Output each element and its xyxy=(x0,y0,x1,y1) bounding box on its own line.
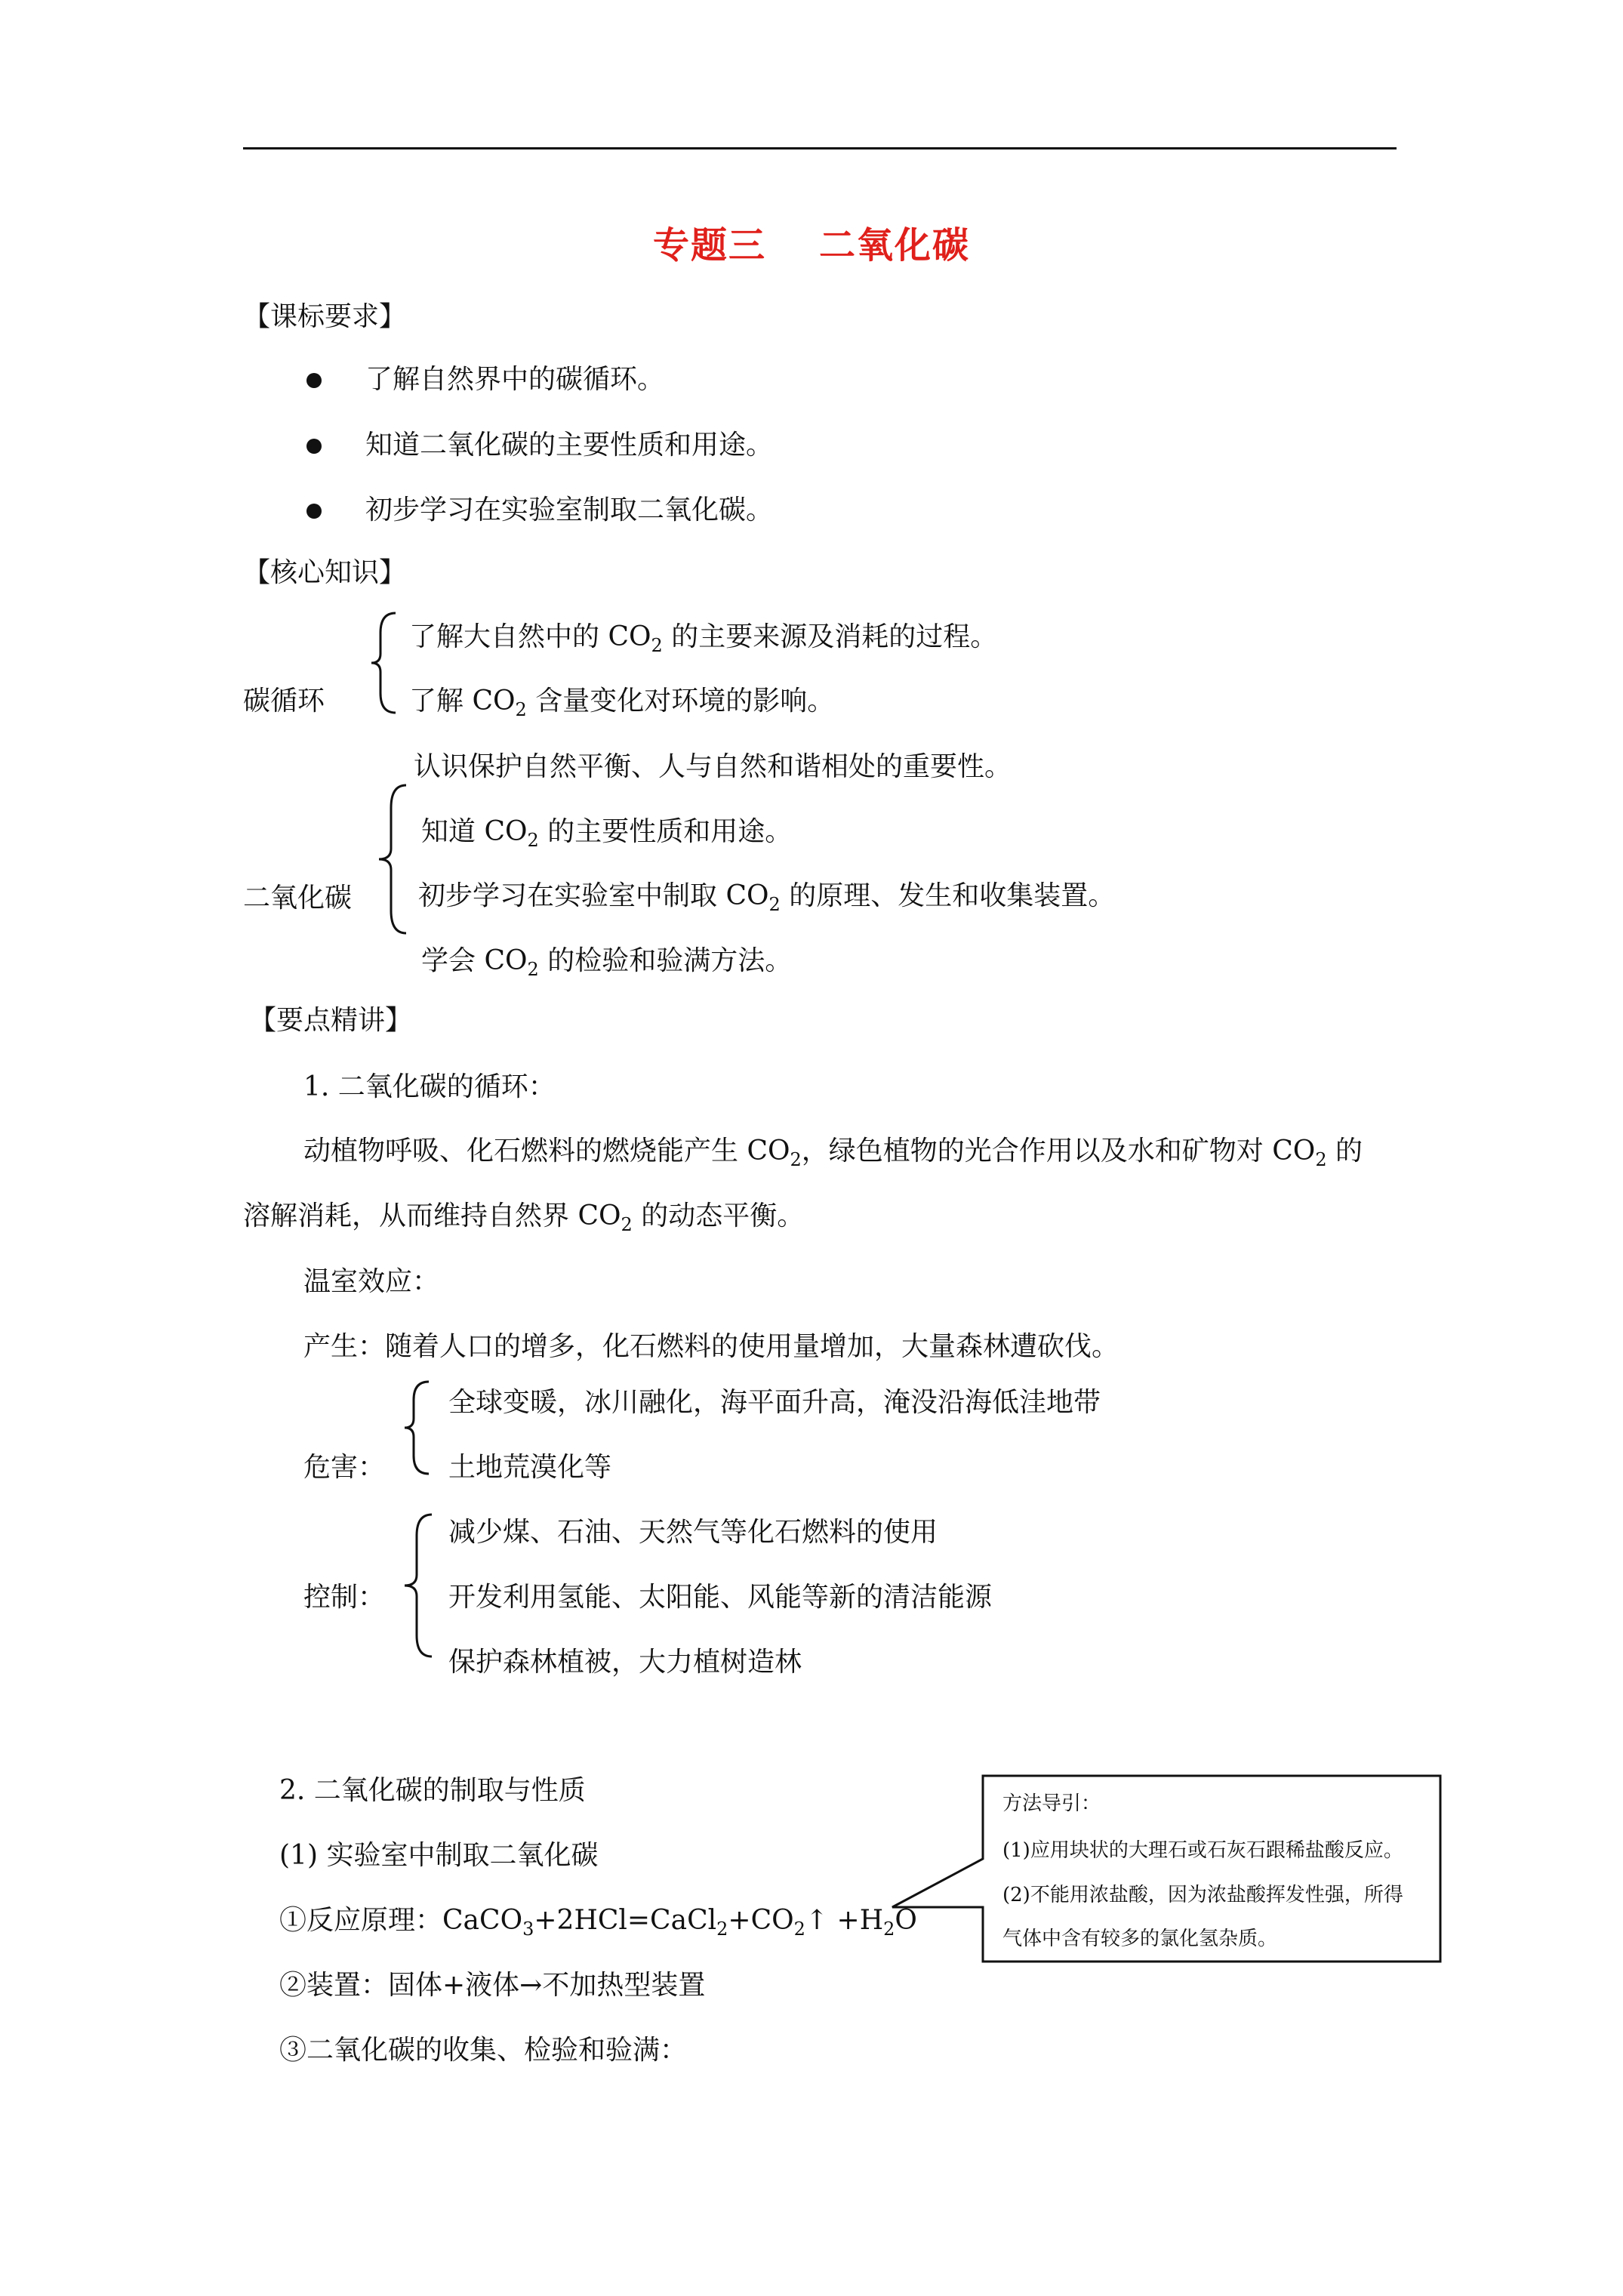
subsection-title: 1. 二氧化碳的循环： xyxy=(303,1071,556,1102)
brace-icon xyxy=(403,1379,433,1477)
requirement-item: 了解自然界中的碳循环。 xyxy=(365,364,665,395)
collection-line: ③二氧化碳的收集、检验和验满： xyxy=(279,2035,688,2066)
subsection-subtitle: (1) 实验室中制取二氧化碳 xyxy=(279,1840,599,1871)
carbon-cycle-line: 了解 $CO_2$ 含量变化对环境的影响。 xyxy=(409,686,835,720)
control-label: 控制： xyxy=(303,1582,386,1613)
page-title: 专题三 二氧化碳 xyxy=(652,224,971,267)
harm-item: 土地荒漠化等 xyxy=(448,1452,612,1483)
co2-line: 学会 $CO_2$ 的检验和验满方法。 xyxy=(421,945,793,980)
requirement-item: 初步学习在实验室制取二氧化碳。 xyxy=(365,495,774,525)
carbon-cycle-line: 了解大自然中的 $CO_2$ 的主要来源及消耗的过程。 xyxy=(409,621,998,656)
callout-line: (1)应用块状的大理石或石灰石跟稀盐酸反应。 xyxy=(1002,1839,1403,1862)
control-item: 开发利用氢能、太阳能、风能等新的清洁能源 xyxy=(448,1582,993,1613)
greenhouse-cause: 产生：随着人口的增多，化石燃料的使用量增加，大量森林遭砍伐。 xyxy=(303,1331,1119,1362)
apparatus-line: ②装置：固体+液体→不加热型装置 xyxy=(279,1970,706,2001)
brace-icon xyxy=(370,610,400,716)
method-guide-callout xyxy=(891,1774,1449,1963)
bullet-icon xyxy=(306,504,322,519)
greenhouse-label: 温室效应： xyxy=(303,1266,440,1297)
callout-line: (2)不能用浓盐酸，因为浓盐酸挥发性强，所得 xyxy=(1002,1884,1403,1906)
requirement-item: 知道二氧化碳的主要性质和用途。 xyxy=(365,430,774,461)
bullet-icon xyxy=(306,439,322,454)
carbon-cycle-line: 认识保护自然平衡、人与自然和谐相处的重要性。 xyxy=(414,751,1012,782)
co2-line: 初步学习在实验室中制取 $CO_2$ 的原理、发生和收集装置。 xyxy=(418,880,1116,915)
bullet-icon xyxy=(306,373,322,388)
brace-icon xyxy=(403,1512,436,1660)
section-heading-core: 【核心知识】 xyxy=(243,557,407,588)
reaction-principle: ①反应原理：$CaCO_3+2HCl=CaCl_2+CO_2↑ +H_2O$ xyxy=(279,1905,917,1940)
subsection-title: 2. 二氧化碳的制取与性质 xyxy=(279,1775,586,1806)
callout-title: 方法导引： xyxy=(1002,1792,1101,1815)
paragraph: 动植物呼吸、化石燃料的燃烧能产生 $CO_2$，绿色植物的光合作用以及水和矿物对 $CO_2$ 的 xyxy=(303,1136,1363,1170)
harm-item: 全球变暖，冰川融化，海平面升高，淹没沿海低洼地带 xyxy=(448,1387,1101,1418)
co2-label: 二氧化碳 xyxy=(243,883,353,914)
header-rule xyxy=(243,147,1397,149)
section-heading-requirements: 【课标要求】 xyxy=(243,301,407,332)
control-item: 保护森林植被，大力植树造林 xyxy=(448,1647,802,1678)
section-heading-key-points: 【要点精讲】 xyxy=(249,1005,413,1036)
brace-icon xyxy=(377,782,411,936)
carbon-cycle-label: 碳循环 xyxy=(243,686,325,717)
co2-line: 知道 $CO_2$ 的主要性质和用途。 xyxy=(421,816,793,851)
harm-label: 危害： xyxy=(303,1452,386,1483)
control-item: 减少煤、石油、天然气等化石燃料的使用 xyxy=(448,1517,938,1548)
paragraph: 溶解消耗，从而维持自然界 $CO_2$ 的动态平衡。 xyxy=(243,1200,805,1235)
callout-line: 气体中含有较多的氯化氢杂质。 xyxy=(1002,1928,1278,1950)
